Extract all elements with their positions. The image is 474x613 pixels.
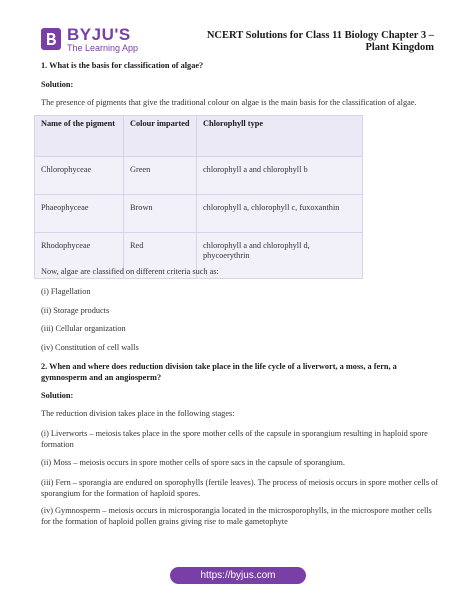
answer-1: The presence of pigments that give the traditional colour on algae is the main basis for the classification of algae. [41, 98, 417, 107]
solution-1-label: Solution: [41, 80, 74, 89]
criteria-intro: Now, algae are classified on different criteria such as: [41, 267, 219, 276]
table-row [35, 157, 363, 195]
list-item: (ii) Moss – meiosis occurs in spore mother cells of spore sacs in the capsule of sporangium. [41, 458, 345, 467]
logo-tagline: The Learning App [67, 42, 139, 53]
question-2: 2. When and where does reduction division take place in the life cycle of a liverwort, a moss, a fern, a gymnosperm and an angiosperm? [41, 362, 397, 382]
table-cell: Rhodophyceae [35, 233, 124, 279]
logo-name: BYJU'S [67, 24, 131, 44]
list-item: (iv) Gymnosperm – meiosis occurs in microsporangia located in the microsporophylls, in the microspore mother cells for the formation of haploid pollen grains giving rise to male gametophyte [41, 506, 432, 526]
table-row [35, 195, 363, 233]
byjus-logo [41, 24, 138, 54]
table-cell: Red [124, 233, 197, 279]
table-cell: Green [124, 157, 197, 195]
list-item: (i) Flagellation [41, 287, 91, 296]
table-cell: chlorophyll a and chlorophyll b [197, 157, 363, 195]
solution-2-label: Solution: [41, 391, 74, 400]
document-title [204, 30, 434, 54]
question-1: 1. What is the basis for classification of algae? [41, 61, 204, 70]
table-cell: Phaeophyceae [35, 195, 124, 233]
table-cell: chlorophyll a and chlorophyll d, phycoerythrin [197, 233, 363, 279]
table-cell: Chlorophyceae [35, 157, 124, 195]
list-item: (iii) Cellular organization [41, 324, 126, 333]
list-item: (i) Liverworts – meiosis takes place in the spore mother cells of the capsule in sporangium resulting in haploid spore formation [41, 429, 428, 449]
table-cell: Brown [124, 195, 197, 233]
byjus-logo-icon [41, 28, 61, 50]
document-title-line1: NCERT Solutions for Class 11 Biology Chapter 3 – [206, 30, 434, 41]
table-cell: chlorophyll a, chlorophyll c, fuxoxanthin [197, 195, 363, 233]
table-header-cell: Chlorophyll type [197, 116, 363, 157]
table-header-row [35, 116, 363, 157]
pigment-table [34, 115, 363, 279]
list-item: (iv) Constitution of cell walls [41, 343, 139, 352]
website-link[interactable]: https://byjus.com [170, 567, 306, 584]
table-header-cell: Name of the pigment [35, 116, 124, 157]
table-header-cell: Colour imparted [124, 116, 197, 157]
document-title-line2: Plant Kingdom [365, 42, 434, 53]
list-item: (iii) Fern – sporangia are endured on sporophylls (fertile leaves). The process of meiosis occurs in spore mother cells of sporangium for the formation of haploid spores. [41, 478, 439, 498]
list-item: (ii) Storage products [41, 306, 110, 315]
answer-2-intro: The reduction division takes place in the following stages: [41, 409, 235, 418]
